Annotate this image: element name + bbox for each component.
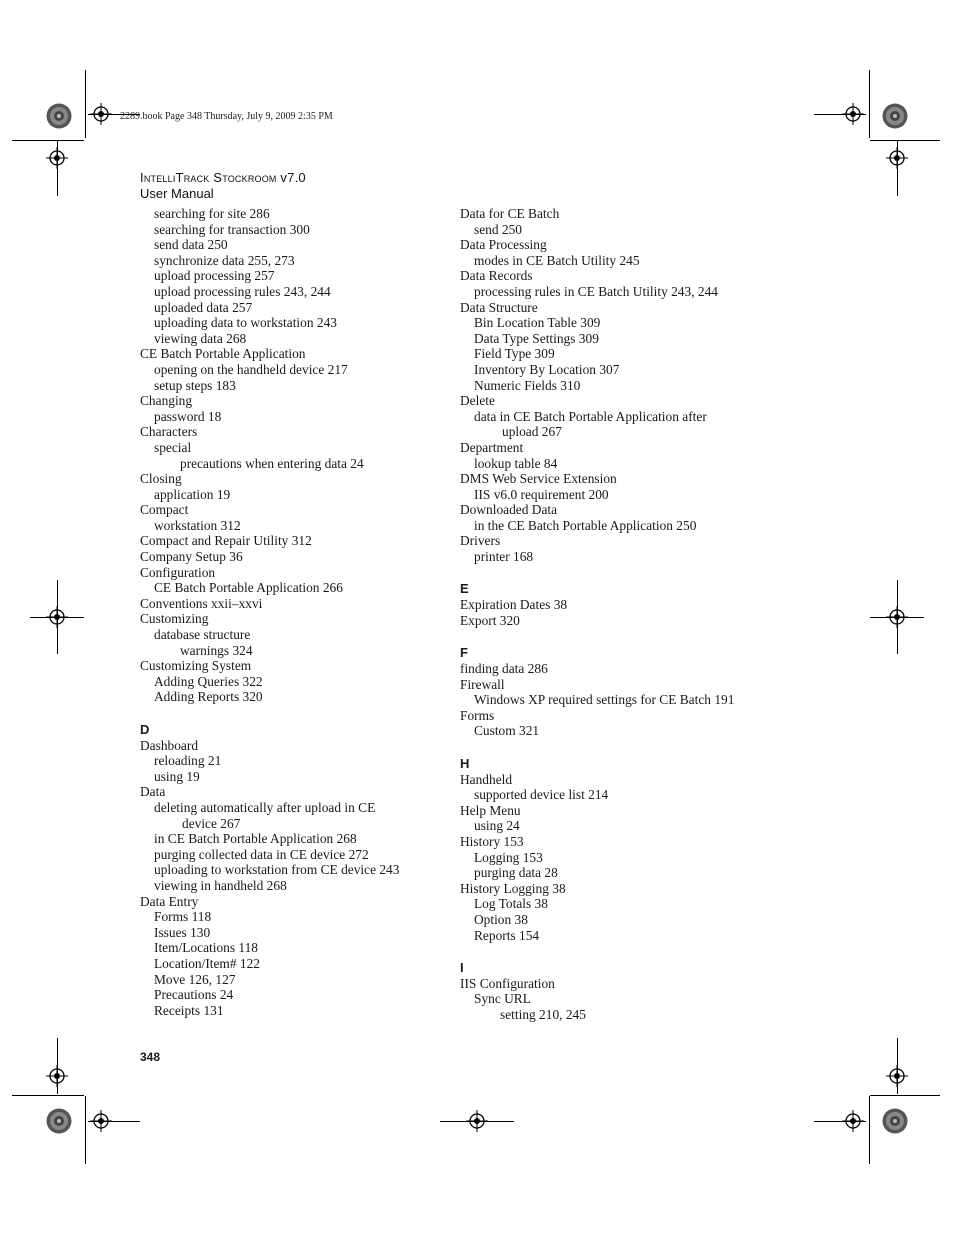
index-subentry: CE Batch Portable Application 266 bbox=[154, 580, 343, 596]
index-subentry: in the CE Batch Portable Application 250 bbox=[474, 517, 697, 533]
index-subentry: Sync URL bbox=[474, 991, 531, 1007]
index-subentry: purging collected data in CE device 272 bbox=[154, 846, 369, 862]
index-entry: Export 320 bbox=[460, 612, 520, 628]
index-subentry: precautions when entering data 24 bbox=[180, 455, 364, 471]
index-column-right bbox=[460, 206, 780, 1023]
index-subentry: supported device list 214 bbox=[474, 787, 609, 803]
star-target-icon bbox=[46, 103, 72, 129]
index-entry: Forms bbox=[460, 707, 495, 723]
index-subentry: Receipts 131 bbox=[154, 1002, 224, 1018]
index-entry-continuation: device 267 bbox=[182, 815, 241, 831]
index-subentry: in CE Batch Portable Application 268 bbox=[154, 831, 357, 847]
page-number: 348 bbox=[140, 1050, 161, 1064]
running-header bbox=[140, 170, 306, 202]
index-entry: Data Processing bbox=[460, 237, 547, 253]
index-entry: Drivers bbox=[460, 533, 501, 549]
index-subentry: opening on the handheld device 217 bbox=[154, 361, 348, 377]
index-subentry: send 250 bbox=[474, 221, 522, 237]
registration-mark-icon bbox=[46, 1065, 68, 1087]
index-subentry: uploading data to workstation 243 bbox=[154, 315, 337, 331]
index-subentry: warnings 324 bbox=[180, 642, 253, 658]
index-subentry: Reports 154 bbox=[474, 927, 540, 943]
index-entry: Department bbox=[460, 439, 524, 455]
index-subentry: Move 126, 127 bbox=[154, 971, 236, 987]
index-subentry: reloading 21 bbox=[154, 753, 222, 769]
index-entry: Data Records bbox=[460, 268, 533, 284]
index-subentry: Data Type Settings 309 bbox=[474, 330, 599, 346]
index-subentry: viewing data 268 bbox=[154, 330, 247, 346]
index-subentry: IIS v6.0 requirement 200 bbox=[474, 486, 609, 502]
index-subentry: Precautions 24 bbox=[154, 987, 234, 1003]
section-spacer bbox=[460, 739, 780, 755]
index-subentry: uploaded data 257 bbox=[154, 299, 253, 315]
registration-mark-icon bbox=[46, 147, 68, 169]
index-subentry: Item/Locations 118 bbox=[154, 940, 258, 956]
index-entry: Customizing System bbox=[140, 658, 252, 674]
index-entry: CE Batch Portable Application bbox=[140, 346, 306, 362]
index-entry: Closing bbox=[140, 471, 182, 487]
index-entry: Changing bbox=[140, 393, 193, 409]
index-entry: Firewall bbox=[460, 676, 505, 692]
index-entry: Company Setup 36 bbox=[140, 549, 243, 565]
registration-mark-icon bbox=[90, 1110, 112, 1132]
section-spacer bbox=[460, 943, 780, 959]
section-spacer bbox=[140, 705, 440, 721]
index-subentry: send data 250 bbox=[154, 237, 228, 253]
registration-mark-icon bbox=[46, 606, 68, 628]
index-subentry: processing rules in CE Batch Utility 243, 244 bbox=[474, 283, 718, 299]
registration-mark-icon bbox=[842, 1110, 864, 1132]
index-subentry: Adding Queries 322 bbox=[154, 673, 263, 689]
index-subentry: upload processing 257 bbox=[154, 268, 275, 284]
index-subentry: Bin Location Table 309 bbox=[474, 315, 601, 331]
index-subentry: password 18 bbox=[154, 408, 222, 424]
index-entry: Compact and Repair Utility 312 bbox=[140, 533, 312, 549]
star-target-icon bbox=[882, 103, 908, 129]
registration-mark-icon bbox=[886, 606, 908, 628]
index-entry: Conventions xxii–xxvi bbox=[140, 595, 263, 611]
index-subentry: printer 168 bbox=[474, 549, 534, 565]
index-subentry: Windows XP required settings for CE Batch 191 bbox=[474, 692, 735, 708]
index-entry-continuation: upload 267 bbox=[502, 424, 562, 440]
index-entry: Characters bbox=[140, 424, 198, 440]
index-subentry: searching for transaction 300 bbox=[154, 221, 310, 237]
index-subentry: upload processing rules 243, 244 bbox=[154, 283, 331, 299]
index-subentry: setting 210, 245 bbox=[500, 1006, 586, 1022]
index-subentry: data in CE Batch Portable Application after bbox=[474, 408, 707, 424]
index-section-letter: I bbox=[460, 959, 464, 975]
index-section-letter: E bbox=[460, 581, 469, 597]
index-subentry: uploading to workstation from CE device 243 bbox=[154, 862, 400, 878]
index-subentry: Numeric Fields 310 bbox=[474, 377, 581, 393]
index-subentry: searching for site 286 bbox=[154, 206, 270, 221]
index-entry: Expiration Dates 38 bbox=[460, 597, 568, 613]
star-target-icon bbox=[882, 1108, 908, 1134]
index-subentry: special bbox=[154, 439, 192, 455]
index-subentry: synchronize data 255, 273 bbox=[154, 252, 295, 268]
registration-mark-icon bbox=[842, 103, 864, 125]
index-entry: Downloaded Data bbox=[460, 502, 558, 518]
index-entry: Configuration bbox=[140, 564, 216, 580]
registration-mark-icon bbox=[886, 147, 908, 169]
index-subentry: workstation 312 bbox=[154, 517, 241, 533]
index-subentry: using 19 bbox=[154, 768, 200, 784]
index-entry: Compact bbox=[140, 502, 189, 518]
index-subentry: Log Totals 38 bbox=[474, 896, 548, 912]
index-subentry: Forms 118 bbox=[154, 909, 212, 925]
index-entry: Data bbox=[140, 784, 166, 800]
index-subentry: Logging 153 bbox=[474, 849, 543, 865]
registration-mark-icon bbox=[466, 1110, 488, 1132]
index-subentry: application 19 bbox=[154, 486, 231, 502]
index-subentry: modes in CE Batch Utility 245 bbox=[474, 252, 640, 268]
print-slug: 2289.book Page 348 Thursday, July 9, 2009 2:35 PM bbox=[120, 111, 333, 122]
index-subentry: lookup table 84 bbox=[474, 455, 558, 471]
index-subentry: Option 38 bbox=[474, 911, 528, 927]
index-entry: IIS Configuration bbox=[460, 975, 555, 991]
section-spacer bbox=[460, 565, 780, 581]
index-entry: Customizing bbox=[140, 611, 209, 627]
index-section-letter: D bbox=[140, 721, 150, 737]
index-entry: Help Menu bbox=[460, 802, 521, 818]
index-entry: Data Structure bbox=[460, 299, 538, 315]
index-column-left bbox=[140, 206, 440, 1018]
index-entry: DMS Web Service Extension bbox=[460, 471, 617, 487]
index-subentry: Location/Item# 122 bbox=[154, 955, 260, 971]
registration-mark-icon bbox=[90, 103, 112, 125]
index-subentry: deleting automatically after upload in CE bbox=[154, 799, 376, 815]
index-subentry: purging data 28 bbox=[474, 865, 558, 881]
index-entry: History 153 bbox=[460, 833, 524, 849]
index-subentry: viewing in handheld 268 bbox=[154, 877, 287, 893]
index-subentry: Inventory By Location 307 bbox=[474, 361, 620, 377]
index-entry: History Logging 38 bbox=[460, 880, 566, 896]
index-entry: Dashboard bbox=[140, 737, 199, 753]
book-title: IntelliTrack Stockroom v7.0 bbox=[140, 170, 306, 185]
section-spacer bbox=[460, 628, 780, 644]
index-subentry: using 24 bbox=[474, 818, 520, 834]
star-target-icon bbox=[46, 1108, 72, 1134]
index-entry: finding data 286 bbox=[460, 661, 548, 677]
registration-mark-icon bbox=[886, 1065, 908, 1087]
index-entry: Data for CE Batch bbox=[460, 206, 560, 221]
index-subentry: Adding Reports 320 bbox=[154, 689, 263, 705]
index-entry: Delete bbox=[460, 393, 495, 409]
book-subtitle: User Manual bbox=[140, 186, 214, 201]
index-subentry: database structure bbox=[154, 627, 251, 643]
index-subentry: Issues 130 bbox=[154, 924, 211, 940]
index-subentry: setup steps 183 bbox=[154, 377, 236, 393]
index-subentry: Custom 321 bbox=[474, 723, 540, 739]
index-entry: Data Entry bbox=[140, 893, 199, 909]
index-section-letter: F bbox=[460, 645, 468, 661]
index-subentry: Field Type 309 bbox=[474, 346, 555, 362]
index-section-letter: H bbox=[460, 755, 470, 771]
index-entry: Handheld bbox=[460, 771, 513, 787]
